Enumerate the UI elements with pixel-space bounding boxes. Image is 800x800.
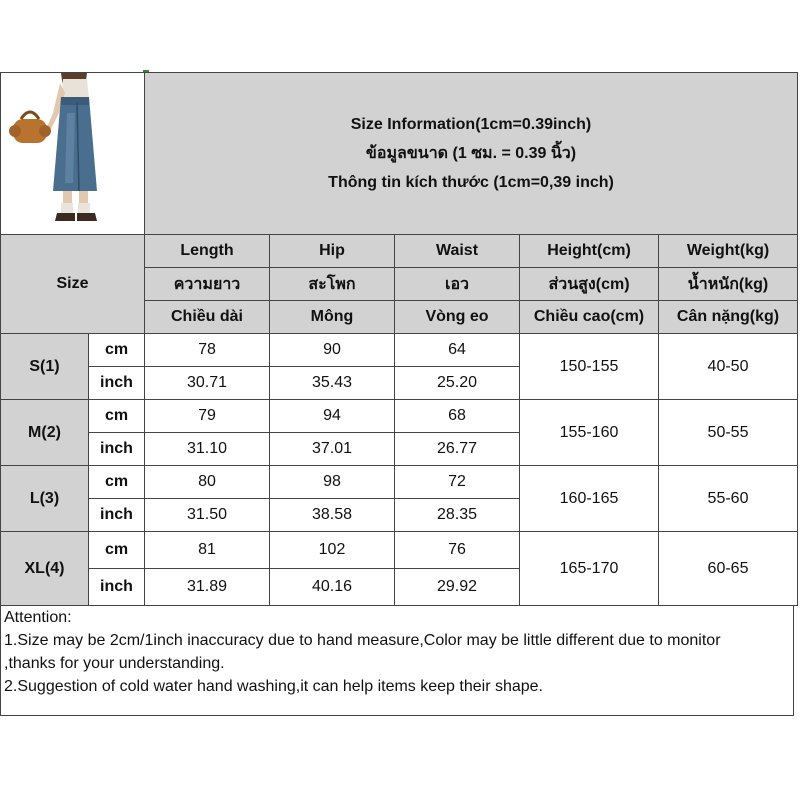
size-label: L(3) bbox=[1, 466, 89, 532]
table-row bbox=[1, 532, 798, 569]
waist-inch: 29.92 bbox=[395, 569, 520, 606]
length-cm: 80 bbox=[145, 466, 270, 499]
waist-cm: 68 bbox=[395, 400, 520, 433]
length-cm: 78 bbox=[145, 334, 270, 367]
col-hip-en: Hip bbox=[270, 235, 395, 268]
hip-cm: 98 bbox=[270, 466, 395, 499]
note-size-accuracy: 1.Size may be 2cm/1inch inaccuracy due to hand measure,Color may be little different due to monitor bbox=[4, 632, 721, 649]
col-height-vi: Chiều cao(cm) bbox=[520, 301, 659, 334]
col-length-th: ความยาว bbox=[145, 268, 270, 301]
length-inch: 31.50 bbox=[145, 499, 270, 532]
notes-title: Attention: bbox=[4, 609, 72, 626]
waist-cm: 76 bbox=[395, 532, 520, 569]
col-height-th: ส่วนสูง(cm) bbox=[520, 268, 659, 301]
attention-notes bbox=[0, 606, 794, 716]
length-cm: 79 bbox=[145, 400, 270, 433]
waist-cm: 64 bbox=[395, 334, 520, 367]
col-weight-vi: Cân nặng(kg) bbox=[659, 301, 798, 334]
size-label: S(1) bbox=[1, 334, 89, 400]
col-weight-en: Weight(kg) bbox=[659, 235, 798, 268]
size-label: M(2) bbox=[1, 400, 89, 466]
height-range: 155-160 bbox=[520, 400, 659, 466]
col-height-en: Height(cm) bbox=[520, 235, 659, 268]
weight-range: 55-60 bbox=[659, 466, 798, 532]
unit-label: inch bbox=[89, 569, 145, 606]
col-hip-vi: Mông bbox=[270, 301, 395, 334]
height-range: 165-170 bbox=[520, 532, 659, 606]
weight-range: 60-65 bbox=[659, 532, 798, 606]
col-hip-th: สะโพก bbox=[270, 268, 395, 301]
hip-inch: 38.58 bbox=[270, 499, 395, 532]
unit-label: cm bbox=[89, 466, 145, 499]
product-photo bbox=[1, 73, 145, 235]
note-washing: 2.Suggestion of cold water hand washing,it can help items keep their shape. bbox=[4, 678, 543, 695]
denim-skirt-photo bbox=[3, 73, 143, 229]
size-label: XL(4) bbox=[1, 532, 89, 606]
note-size-accuracy-cont: ,thanks for your understanding. bbox=[4, 655, 225, 672]
unit-label: cm bbox=[89, 400, 145, 433]
length-inch: 30.71 bbox=[145, 367, 270, 400]
table-row bbox=[1, 334, 798, 367]
hip-inch: 35.43 bbox=[270, 367, 395, 400]
weight-range: 50-55 bbox=[659, 400, 798, 466]
unit-label: cm bbox=[89, 532, 145, 569]
size-info-header bbox=[145, 73, 798, 235]
hip-cm: 102 bbox=[270, 532, 395, 569]
header-english: Size Information(1cm=0.39inch) bbox=[350, 116, 592, 133]
waist-inch: 26.77 bbox=[395, 433, 520, 466]
size-chart bbox=[0, 72, 800, 716]
table-row bbox=[1, 466, 798, 499]
hip-cm: 94 bbox=[270, 400, 395, 433]
waist-inch: 28.35 bbox=[395, 499, 520, 532]
waist-cm: 72 bbox=[395, 466, 520, 499]
weight-range: 40-50 bbox=[659, 334, 798, 400]
col-waist-th: เอว bbox=[395, 268, 520, 301]
unit-label: inch bbox=[89, 367, 145, 400]
hip-cm: 90 bbox=[270, 334, 395, 367]
col-waist-en: Waist bbox=[395, 235, 520, 268]
unit-label: inch bbox=[89, 499, 145, 532]
col-waist-vi: Vòng eo bbox=[395, 301, 520, 334]
length-cm: 81 bbox=[145, 532, 270, 569]
header-vietnamese: Thông tin kích thước (1cm=0,39 inch) bbox=[328, 174, 614, 191]
hip-inch: 40.16 bbox=[270, 569, 395, 606]
table-row bbox=[1, 400, 798, 433]
col-length-vi: Chiều dài bbox=[145, 301, 270, 334]
height-range: 150-155 bbox=[520, 334, 659, 400]
header-thai: ข้อมูลขนาด (1 ซม. = 0.39 นิ้ว) bbox=[365, 145, 577, 162]
hip-inch: 37.01 bbox=[270, 433, 395, 466]
height-range: 160-165 bbox=[520, 466, 659, 532]
col-length-en: Length bbox=[145, 235, 270, 268]
length-inch: 31.10 bbox=[145, 433, 270, 466]
waist-inch: 25.20 bbox=[395, 367, 520, 400]
col-weight-th: น้ำหนัก(kg) bbox=[659, 268, 798, 301]
unit-label: cm bbox=[89, 334, 145, 367]
length-inch: 31.89 bbox=[145, 569, 270, 606]
size-column-header: Size bbox=[1, 235, 145, 334]
unit-label: inch bbox=[89, 433, 145, 466]
size-table bbox=[0, 72, 798, 606]
